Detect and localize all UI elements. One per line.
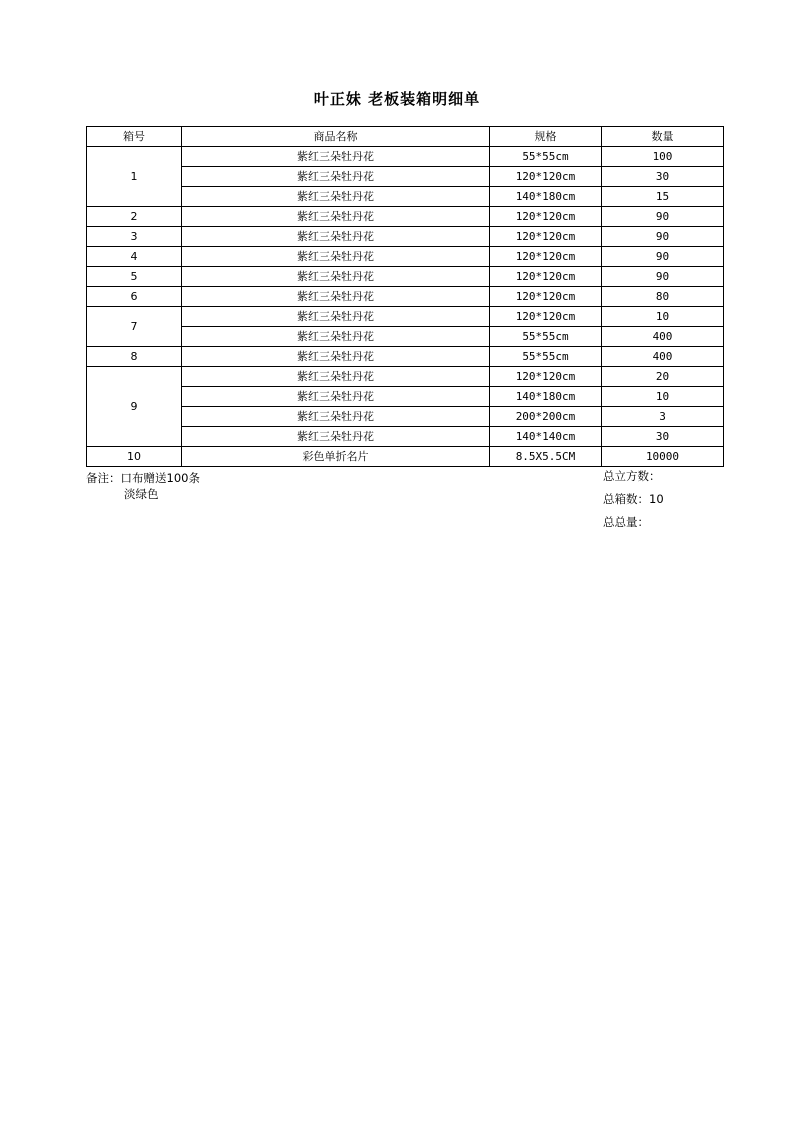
quantity-cell: 10000 <box>602 447 724 467</box>
quantity-cell: 30 <box>602 167 724 187</box>
quantity-cell: 90 <box>602 267 724 287</box>
spec-cell: 140*180cm <box>490 387 602 407</box>
box-number-cell: 2 <box>87 207 182 227</box>
quantity-cell: 15 <box>602 187 724 207</box>
product-name-cell: 紫红三朵牡丹花 <box>182 427 490 447</box>
box-number-cell: 6 <box>87 287 182 307</box>
table-row <box>87 267 724 287</box>
product-name-cell: 紫红三朵牡丹花 <box>182 387 490 407</box>
spec-cell: 55*55cm <box>490 147 602 167</box>
product-name-cell: 紫红三朵牡丹花 <box>182 167 490 187</box>
product-name-cell: 彩色单折名片 <box>182 447 490 467</box>
quantity-cell: 90 <box>602 227 724 247</box>
product-name-cell: 紫红三朵牡丹花 <box>182 287 490 307</box>
spec-cell: 140*140cm <box>490 427 602 447</box>
header-spec: 规格 <box>490 127 602 147</box>
product-name-cell: 紫红三朵牡丹花 <box>182 367 490 387</box>
spec-cell: 120*120cm <box>490 207 602 227</box>
table-row <box>87 207 724 227</box>
summary-block <box>603 468 664 537</box>
product-name-cell: 紫红三朵牡丹花 <box>182 147 490 167</box>
spec-cell: 8.5X5.5CM <box>490 447 602 467</box>
table-row <box>87 327 724 347</box>
header-box-number: 箱号 <box>87 127 182 147</box>
document-title: 叶正妹 老板装箱明细单 <box>313 90 481 108</box>
table-row <box>87 367 724 387</box>
quantity-cell: 80 <box>602 287 724 307</box>
total-weight: 总总量： <box>603 515 649 529</box>
total-volume: 总立方数： <box>603 469 661 483</box>
spec-cell: 55*55cm <box>490 327 602 347</box>
box-number-cell: 3 <box>87 227 182 247</box>
product-name-cell: 紫红三朵牡丹花 <box>182 327 490 347</box>
spec-cell: 120*120cm <box>490 247 602 267</box>
remarks <box>86 470 200 502</box>
spec-cell: 120*120cm <box>490 367 602 387</box>
packing-table <box>86 126 724 467</box>
spec-cell: 120*120cm <box>490 307 602 327</box>
box-number-cell: 1 <box>87 147 182 207</box>
spec-cell: 120*120cm <box>490 287 602 307</box>
total-boxes: 总箱数：10 <box>603 492 664 506</box>
spec-cell: 120*120cm <box>490 167 602 187</box>
table-row <box>87 247 724 267</box>
box-number-cell: 9 <box>87 367 182 447</box>
quantity-cell: 10 <box>602 387 724 407</box>
product-name-cell: 紫红三朵牡丹花 <box>182 227 490 247</box>
box-number-cell: 8 <box>87 347 182 367</box>
product-name-cell: 紫红三朵牡丹花 <box>182 347 490 367</box>
quantity-cell: 10 <box>602 307 724 327</box>
table-row <box>87 387 724 407</box>
table-row <box>87 307 724 327</box>
table-row <box>87 447 724 467</box>
quantity-cell: 90 <box>602 207 724 227</box>
spec-cell: 120*120cm <box>490 267 602 287</box>
header-product-name: 商品名称 <box>182 127 490 147</box>
table-header-row <box>87 127 724 147</box>
box-number-cell: 10 <box>87 447 182 467</box>
quantity-cell: 30 <box>602 427 724 447</box>
table-row <box>87 427 724 447</box>
product-name-cell: 紫红三朵牡丹花 <box>182 207 490 227</box>
quantity-cell: 90 <box>602 247 724 267</box>
box-number-cell: 5 <box>87 267 182 287</box>
remark-line: 备注：口布赠送100条 <box>86 471 200 485</box>
quantity-cell: 400 <box>602 347 724 367</box>
product-name-cell: 紫红三朵牡丹花 <box>182 267 490 287</box>
spec-cell: 55*55cm <box>490 347 602 367</box>
table-row <box>87 407 724 427</box>
spec-cell: 120*120cm <box>490 227 602 247</box>
spec-cell: 200*200cm <box>490 407 602 427</box>
table-row <box>87 227 724 247</box>
quantity-cell: 100 <box>602 147 724 167</box>
table-body <box>87 147 724 467</box>
remark-line: 淡绿色 <box>124 487 159 501</box>
product-name-cell: 紫红三朵牡丹花 <box>182 187 490 207</box>
quantity-cell: 400 <box>602 327 724 347</box>
table-row <box>87 287 724 307</box>
quantity-cell: 3 <box>602 407 724 427</box>
spec-cell: 140*180cm <box>490 187 602 207</box>
product-name-cell: 紫红三朵牡丹花 <box>182 307 490 327</box>
box-number-cell: 4 <box>87 247 182 267</box>
table-row <box>87 187 724 207</box>
table-row <box>87 147 724 167</box>
table-row <box>87 167 724 187</box>
product-name-cell: 紫红三朵牡丹花 <box>182 407 490 427</box>
table-row <box>87 347 724 367</box>
product-name-cell: 紫红三朵牡丹花 <box>182 247 490 267</box>
box-number-cell: 7 <box>87 307 182 347</box>
header-quantity: 数量 <box>602 127 724 147</box>
quantity-cell: 20 <box>602 367 724 387</box>
